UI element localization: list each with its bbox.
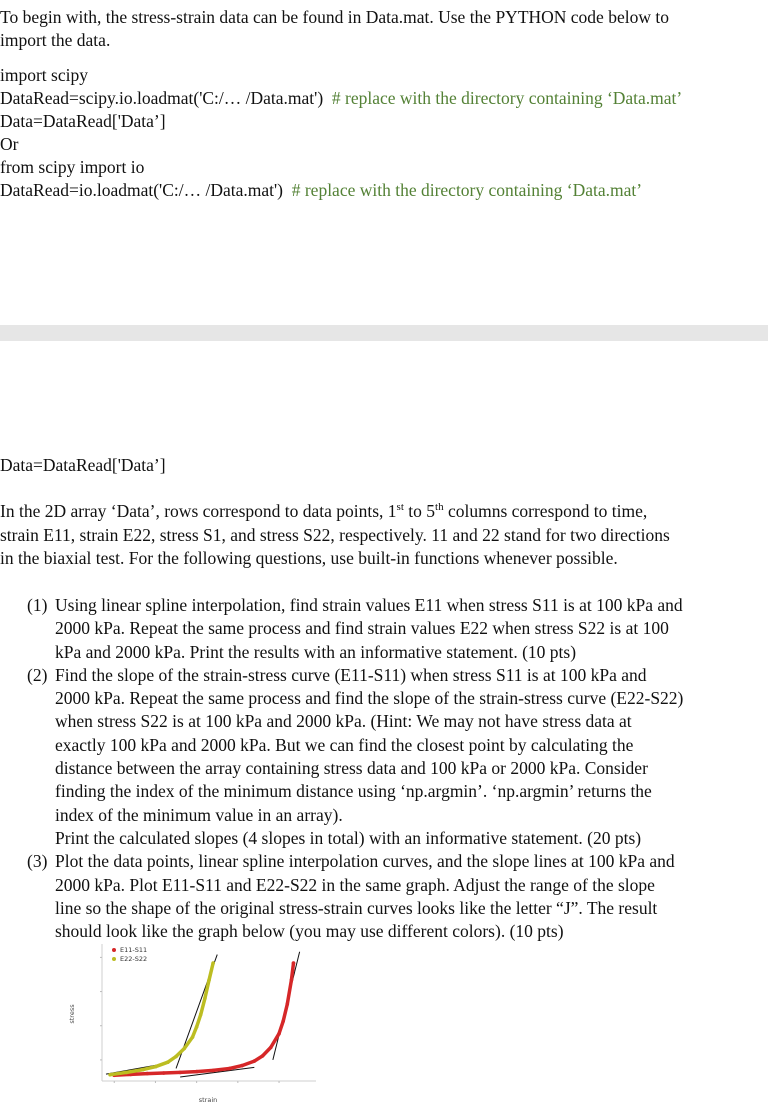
question-line: 2000 kPa. Repeat the same process and find strain values E22 when stress S22 is at 100: [55, 618, 669, 639]
data-point: [211, 961, 215, 965]
question-line: should look like the graph below (you may use different colors). (10 pts): [55, 921, 564, 942]
data-point: [281, 1019, 285, 1023]
question-line: when stress S22 is at 100 kPa and 2000 kPa. (Hint: We may not have stress data at: [55, 711, 632, 732]
data-point: [199, 1013, 203, 1017]
data-point: [290, 978, 294, 982]
question-number: (2): [27, 664, 48, 685]
series-curve: [114, 963, 293, 1075]
question-line: Using linear spline interpolation, find strain values E11 when stress S11 is at 100 kPa and: [55, 595, 683, 615]
data-point: [154, 1065, 158, 1069]
data-point: [162, 1071, 166, 1075]
code-comment: # replace with the directory containing ‘Data.mat’: [331, 88, 683, 108]
question-3: [0, 850, 760, 943]
second-code-line: Data=DataRead['Data’]: [0, 455, 166, 475]
question-line: Find the slope of the strain-stress curve (E11-S11) when stress S11 is at 100 kPa and: [55, 664, 647, 685]
data-point: [228, 1067, 232, 1071]
code-line-6: DataRead=io.loadmat('C:/… /Data.mat') # replace with the directory containing ‘Data.mat’: [0, 180, 643, 200]
chart-xlabel: strain: [198, 1096, 218, 1104]
code-line-5: from scipy import io: [0, 157, 145, 177]
data-point: [207, 978, 211, 982]
question-line: Plot the data points, linear spline interpolation curves, and the slope lines at 100 kPa and: [55, 851, 675, 872]
intro-line-1: To begin with, the stress-strain data can be found in Data.mat. Use the PYTHON code below to: [0, 7, 669, 27]
data-point: [285, 1002, 289, 1006]
data-point: [269, 1046, 273, 1050]
data-point: [191, 1035, 195, 1039]
code-comment: # replace with the directory containing ‘Data.mat’: [291, 180, 643, 200]
description-paragraph: [0, 500, 760, 571]
data-point: [240, 1064, 244, 1068]
data-point: [292, 961, 296, 965]
question-line: line so the shape of the original stress-strain curves looks like the letter “J”. The result: [55, 897, 658, 918]
data-point: [178, 1071, 182, 1075]
question-line: finding the index of the minimum distance using ‘np.argmin’. ‘np.argmin’ returns the: [55, 781, 652, 802]
data-point: [182, 1047, 186, 1051]
description-line-3: in the biaxial test. For the following questions, use built-in functions whenever possible.: [0, 548, 618, 568]
code-line-3: Data=DataRead['Data’]: [0, 111, 166, 131]
data-point: [141, 1068, 145, 1072]
data-point: [253, 1059, 257, 1063]
code-line-2: DataRead=scipy.io.loadmat('C:/… /Data.mat') # replace with the directory containing ‘Data.mat’: [0, 88, 683, 108]
legend-label: E11-S11: [120, 946, 148, 955]
chart-slope-lines: [106, 952, 300, 1077]
question-list: [0, 594, 760, 943]
question-1: [0, 594, 760, 664]
question-line: kPa and 2000 kPa. Print the results with an informative statement. (10 pts): [55, 641, 577, 662]
question-line: 2000 kPa. Repeat the same process and find the slope of the strain-stress curve (E22-S22): [55, 688, 684, 709]
data-point: [166, 1060, 170, 1064]
legend-marker: [112, 948, 116, 952]
data-point: [174, 1055, 178, 1059]
chart-legend: [112, 946, 147, 963]
page-divider: [0, 325, 768, 341]
stress-strain-chart: [60, 940, 330, 1106]
legend-marker: [112, 957, 116, 961]
question-number: (3): [27, 851, 48, 872]
code-line-1: import scipy: [0, 65, 88, 85]
data-point: [277, 1032, 281, 1036]
question-line: 2000 kPa. Plot E11-S11 and E22-S22 in the same graph. Adjust the range of the slope: [55, 874, 655, 895]
data-point: [203, 997, 207, 1001]
question-2: [0, 664, 760, 850]
data-point: [125, 1071, 129, 1075]
description-line-2: strain E11, strain E22, stress S1, and stress S22, respectively. 11 and 22 stand for two directions: [0, 524, 670, 545]
question-line: Print the calculated slopes (4 slopes in total) with an informative statement. (20 pts): [55, 827, 642, 848]
data-point: [108, 1073, 112, 1077]
chart-ylabel: stress: [68, 1004, 76, 1024]
legend-label: E22-S22: [120, 955, 148, 964]
data-point: [195, 1070, 199, 1074]
chart-ticks: [100, 957, 279, 1083]
code-line-4: Or: [0, 134, 19, 154]
data-point: [211, 1069, 215, 1073]
chart-data-points: [108, 961, 295, 1077]
description-line-1: In the 2D array ‘Data’, rows correspond to data points, 1st to 5th columns correspond to time,: [0, 501, 648, 521]
data-point: [145, 1072, 149, 1076]
question-line: exactly 100 kPa and 2000 kPa. But we can find the closest point by calculating the: [55, 734, 634, 755]
question-number: (1): [27, 595, 48, 615]
data-point: [195, 1025, 199, 1029]
question-line: distance between the array containing stress data and 100 kPa or 2000 kPa. Consider: [55, 758, 648, 779]
series-curve: [110, 963, 213, 1075]
intro-line-2: import the data.: [0, 30, 111, 50]
question-line: index of the minimum value in an array).: [55, 804, 343, 825]
data-point: [261, 1054, 265, 1058]
